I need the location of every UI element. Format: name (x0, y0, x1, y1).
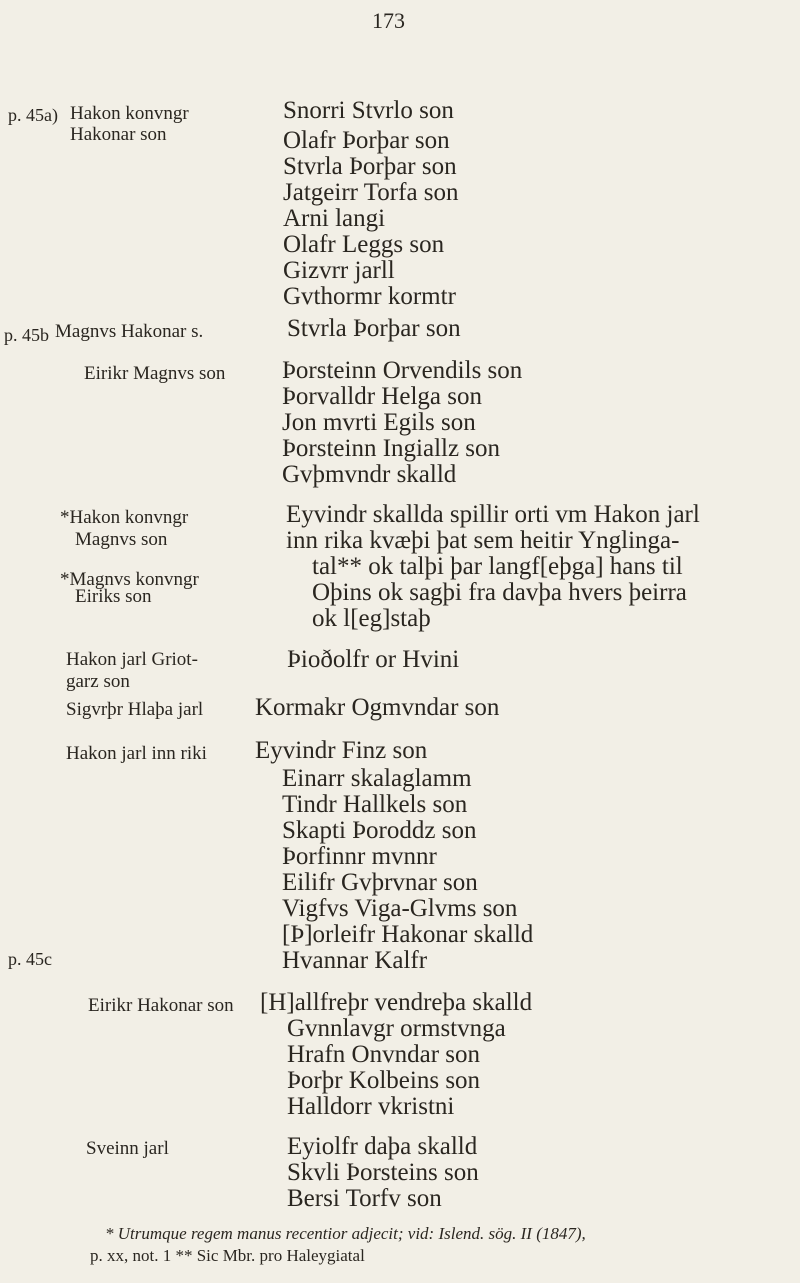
poet-line: Hvannar Kalfr (282, 947, 428, 974)
king-hakon-konvngr-2: Hakonar son (70, 124, 167, 145)
poet-line: Einarr skalaglamm (282, 765, 472, 792)
poet-line: Þorsteinn Orvendils son (282, 357, 523, 384)
king-magnvs-hakonar: Magnvs Hakonar s. (55, 321, 204, 342)
page-reference-45a: p. 45a) (8, 105, 58, 125)
poet-line: Eyvindr Finz son (255, 737, 428, 764)
page-reference-45b: p. 45b (4, 325, 49, 345)
poet-line: Þorsteinn Ingiallz son (282, 435, 501, 462)
poet-line: Hrafn Onvndar son (287, 1041, 481, 1068)
poet-line: Tindr Hallkels son (282, 791, 468, 818)
king-sveinn-jarl: Sveinn jarl (86, 1138, 169, 1159)
poet-line: Olafr Þorþar son (283, 127, 450, 154)
poet-line: Þorvalldr Helga son (282, 383, 482, 410)
king-hakon-griotgarz-2: garz son (66, 671, 130, 692)
poet-line: Gvthormr kormtr (283, 283, 456, 310)
king-magnvs-son: Magnvs son (75, 529, 168, 550)
poet-line: Þorþr Kolbeins son (287, 1067, 481, 1094)
page-reference-45c: p. 45c (8, 949, 52, 969)
poet-line: Stvrla Þorþar son (283, 153, 457, 180)
poet-line: Skvli Þorsteins son (287, 1159, 479, 1186)
king-eirikr-hakonar: Eirikr Hakonar son (88, 995, 234, 1016)
prose-line: tal** ok talþi þar langf[eþga] hans til (312, 553, 683, 580)
poet-line: Gvþmvndr skalld (282, 461, 457, 488)
king-hakon-konvngr: Hakon konvngr (70, 103, 189, 124)
footnote-2: p. xx, not. 1 ** Sic Mbr. pro Haleygiatal (90, 1246, 365, 1265)
page-number: 173 (372, 8, 405, 33)
king-eirikr-magnvs: Eirikr Magnvs son (84, 363, 226, 384)
poet-line: Jon mvrti Egils son (282, 409, 476, 436)
poet-line: Gizvrr jarll (283, 257, 395, 284)
poet-line: Þioðolfr or Hvini (287, 646, 460, 673)
footnote-1: * Utrumque regem manus recentior adjecit; vid: Islend. sög. II (1847), (105, 1224, 586, 1243)
prose-line: Eyvindr skallda spillir orti vm Hakon jarl (286, 501, 700, 528)
king-hakon-riki: Hakon jarl inn riki (66, 743, 207, 764)
poet-line: Þorfinnr mvnnr (282, 843, 437, 870)
prose-line: Oþins ok sagþi fra davþa hvers þeirra (312, 579, 687, 606)
king-hakon-griotgarz: Hakon jarl Griot- (66, 649, 198, 670)
poet-line: Eilifr Gvþrvnar son (282, 869, 478, 896)
poet-line: [H]allfreþr vendreþa skalld (260, 989, 533, 1016)
king-eiriks-son: Eiriks son (75, 586, 152, 607)
poet-line: Vigfvs Viga-Glvms son (282, 895, 518, 922)
king-sigvrthr: Sigvrþr Hlaþa jarl (66, 699, 204, 720)
poet-line: Kormakr Ogmvndar son (255, 694, 500, 721)
poet-line: Stvrla Þorþar son (287, 315, 461, 342)
poet-line: Jatgeirr Torfa son (283, 179, 459, 206)
poet-line: Skapti Þoroddz son (282, 817, 477, 844)
poet-line: Halldorr vkristni (287, 1093, 455, 1120)
poet-line: Olafr Leggs son (283, 231, 445, 258)
poet-line: Snorri Stvrlo son (283, 97, 454, 124)
prose-line: inn rika kvæþi þat sem heitir Ynglinga- (286, 527, 680, 554)
king-hakon-konvngr-added: *Hakon konvngr (60, 507, 189, 528)
prose-line: ok l[eg]staþ (312, 605, 431, 632)
king-magnvs-konvngr-added: *Magnvs konvngr (60, 569, 199, 590)
poet-line: Eyiolfr daþa skalld (287, 1133, 478, 1160)
poet-line: Bersi Torfv son (287, 1185, 442, 1212)
poet-line: Arni langi (283, 205, 386, 232)
poet-line: [Þ]orleifr Hakonar skalld (282, 921, 534, 948)
poet-line: Gvnnlavgr ormstvnga (287, 1015, 506, 1042)
